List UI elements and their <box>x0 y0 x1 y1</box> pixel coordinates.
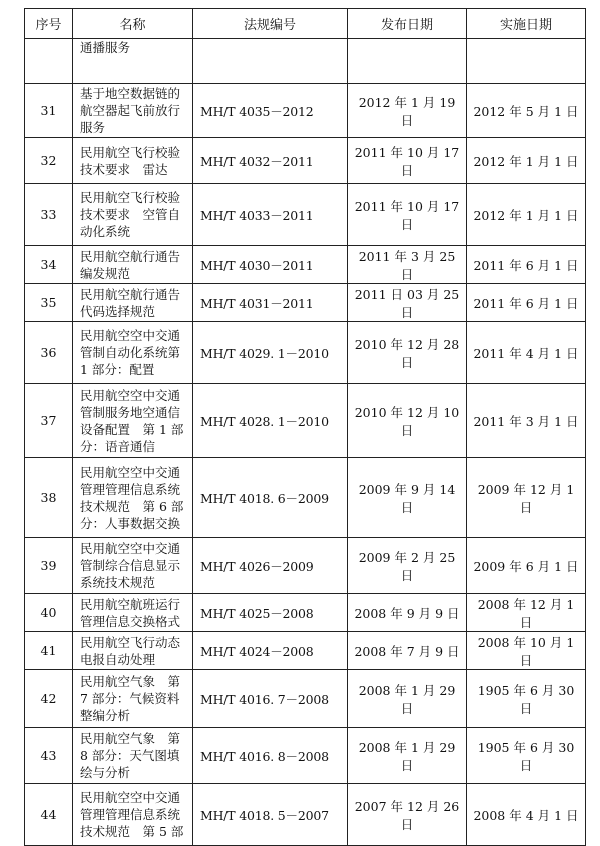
code-cell: MH/T 4031－2011 <box>193 284 348 322</box>
serial-cell: 43 <box>25 728 73 784</box>
effective-date-cell: 2011 年 4 月 1 日 <box>467 322 586 384</box>
table-row <box>25 728 586 784</box>
serial-cell: 32 <box>25 138 73 184</box>
serial-cell: 42 <box>25 670 73 728</box>
code-cell: MH/T 4018. 5－2007 <box>193 784 348 846</box>
header-serial: 序号 <box>25 9 73 39</box>
effective-date-cell: 2008 年 4 月 1 日 <box>467 784 586 846</box>
code-cell: MH/T 4016. 8－2008 <box>193 728 348 784</box>
effective-date-cell: 2012 年 5 月 1 日 <box>467 84 586 138</box>
effective-date-cell: 2008 年 10 月 1 日 <box>467 632 586 670</box>
serial-cell: 37 <box>25 384 73 458</box>
serial-cell <box>25 39 73 84</box>
serial-cell: 44 <box>25 784 73 846</box>
table-row <box>25 784 586 846</box>
serial-cell: 36 <box>25 322 73 384</box>
code-cell <box>193 39 348 84</box>
code-cell: MH/T 4025－2008 <box>193 594 348 632</box>
serial-cell: 39 <box>25 538 73 594</box>
publish-date-cell: 2008 年 7 月 9 日 <box>348 632 467 670</box>
publish-date-cell: 2008 年 9 月 9 日 <box>348 594 467 632</box>
table-row <box>25 670 586 728</box>
serial-cell: 33 <box>25 184 73 246</box>
serial-cell: 41 <box>25 632 73 670</box>
table-row <box>25 458 586 538</box>
regulations-table <box>24 8 586 846</box>
publish-date-cell: 2012 年 1 月 19 日 <box>348 84 467 138</box>
code-cell: MH/T 4018. 6－2009 <box>193 458 348 538</box>
serial-cell: 34 <box>25 246 73 284</box>
effective-date-cell: 2011 年 3 月 1 日 <box>467 384 586 458</box>
header-row <box>25 9 586 39</box>
table-row <box>25 594 586 632</box>
code-cell: MH/T 4030－2011 <box>193 246 348 284</box>
effective-date-cell: 2009 年 12 月 1 日 <box>467 458 586 538</box>
name-cell: 民用航空飞行校验技术要求 雷达 <box>73 138 193 184</box>
name-cell: 民用航空空中交通管制服务地空通信设备配置 第 1 部分：语音通信 <box>73 384 193 458</box>
name-cell: 民用航空气象 第 7 部分：气候资料整编分析 <box>73 670 193 728</box>
name-cell: 民用航空飞行校验技术要求 空管自动化系统 <box>73 184 193 246</box>
publish-date-cell: 2008 年 1 月 29 日 <box>348 670 467 728</box>
name-cell: 通播服务 <box>73 39 193 84</box>
table-row <box>25 39 586 84</box>
code-cell: MH/T 4035－2012 <box>193 84 348 138</box>
table-row <box>25 632 586 670</box>
name-cell: 民用航空空中交通管理管理信息系统技术规范 第 6 部分：人事数据交换 <box>73 458 193 538</box>
code-cell: MH/T 4026－2009 <box>193 538 348 594</box>
serial-cell: 40 <box>25 594 73 632</box>
name-cell: 民用航空航行通告编发规范 <box>73 246 193 284</box>
publish-date-cell: 2011 年 3 月 25 日 <box>348 246 467 284</box>
effective-date-cell: 2009 年 6 月 1 日 <box>467 538 586 594</box>
name-cell: 基于地空数据链的航空器起飞前放行服务 <box>73 84 193 138</box>
serial-cell: 38 <box>25 458 73 538</box>
effective-date-cell: 2012 年 1 月 1 日 <box>467 184 586 246</box>
table-row <box>25 184 586 246</box>
header-code: 法规编号 <box>193 9 348 39</box>
publish-date-cell: 2009 年 2 月 25 日 <box>348 538 467 594</box>
publish-date-cell: 2011 年 10 月 17 日 <box>348 184 467 246</box>
publish-date-cell: 2009 年 9 月 14 日 <box>348 458 467 538</box>
effective-date-cell: 2011 年 6 月 1 日 <box>467 246 586 284</box>
publish-date-cell: 2011 年 10 月 17 日 <box>348 138 467 184</box>
table-row <box>25 384 586 458</box>
code-cell: MH/T 4029. 1－2010 <box>193 322 348 384</box>
publish-date-cell: 2008 年 1 月 29 日 <box>348 728 467 784</box>
header-publish-date: 发布日期 <box>348 9 467 39</box>
code-cell: MH/T 4024－2008 <box>193 632 348 670</box>
code-cell: MH/T 4016. 7－2008 <box>193 670 348 728</box>
serial-cell: 35 <box>25 284 73 322</box>
effective-date-cell: 2008 年 12 月 1 日 <box>467 594 586 632</box>
effective-date-cell: 1905 年 6 月 30 日 <box>467 728 586 784</box>
name-cell: 民用航空空中交通管制自动化系统第 1 部分：配置 <box>73 322 193 384</box>
header-name: 名称 <box>73 9 193 39</box>
publish-date-cell <box>348 39 467 84</box>
name-cell: 民用航空航行通告代码选择规范 <box>73 284 193 322</box>
table-row <box>25 538 586 594</box>
table-row <box>25 84 586 138</box>
table-row <box>25 246 586 284</box>
name-cell: 民用航空航班运行管理信息交换格式 <box>73 594 193 632</box>
effective-date-cell: 1905 年 6 月 30 日 <box>467 670 586 728</box>
name-cell: 民用航空空中交通管制综合信息显示系统技术规范 <box>73 538 193 594</box>
code-cell: MH/T 4032－2011 <box>193 138 348 184</box>
serial-cell: 31 <box>25 84 73 138</box>
code-cell: MH/T 4033－2011 <box>193 184 348 246</box>
effective-date-cell <box>467 39 586 84</box>
publish-date-cell: 2011 日 03 月 25 日 <box>348 284 467 322</box>
code-cell: MH/T 4028. 1－2010 <box>193 384 348 458</box>
publish-date-cell: 2010 年 12 月 10 日 <box>348 384 467 458</box>
name-cell: 民用航空气象 第 8 部分：天气图填绘与分析 <box>73 728 193 784</box>
name-cell: 民用航空空中交通管理管理信息系统技术规范 第 5 部 <box>73 784 193 846</box>
header-effective-date: 实施日期 <box>467 9 586 39</box>
table-row <box>25 322 586 384</box>
publish-date-cell: 2010 年 12 月 28 日 <box>348 322 467 384</box>
effective-date-cell: 2011 年 6 月 1 日 <box>467 284 586 322</box>
table-row <box>25 138 586 184</box>
publish-date-cell: 2007 年 12 月 26 日 <box>348 784 467 846</box>
table-row <box>25 284 586 322</box>
name-cell: 民用航空飞行动态电报自动处理 <box>73 632 193 670</box>
effective-date-cell: 2012 年 1 月 1 日 <box>467 138 586 184</box>
